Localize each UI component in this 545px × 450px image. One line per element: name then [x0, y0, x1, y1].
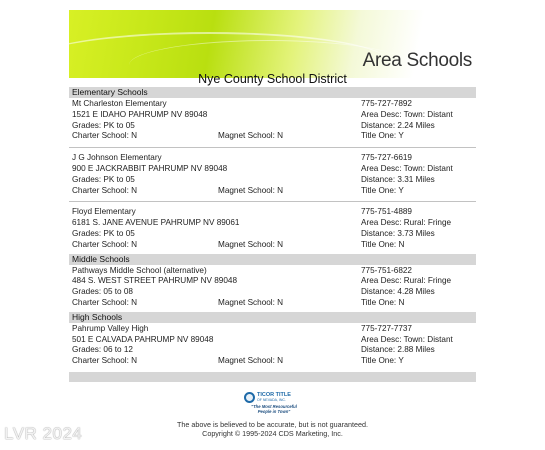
- school-entry: [69, 265, 476, 309]
- section-spacer: [69, 367, 476, 370]
- charter-school: Charter School: N: [72, 239, 138, 249]
- title-one: Title One: Y: [361, 185, 404, 195]
- school-distance: Distance: 4.28 Miles: [361, 287, 435, 297]
- company-logo: [244, 392, 301, 418]
- school-distance: Distance: 2.24 Miles: [361, 120, 435, 130]
- logo-mark-icon: [244, 392, 255, 403]
- table-bottom-bar: [69, 372, 476, 382]
- school-address: 1521 E IDAHO PAHRUMP NV 89048: [72, 109, 208, 119]
- school-entry: [69, 152, 476, 196]
- school-address: 6181 S. JANE AVENUE PAHRUMP NV 89061: [72, 218, 240, 228]
- school-address: 501 E CALVADA PAHRUMP NV 89048: [72, 334, 214, 344]
- charter-school: Charter School: N: [72, 131, 138, 141]
- school-grades: Grades: PK to 05: [72, 120, 135, 130]
- district-name: Nye County School District: [198, 72, 347, 86]
- title-one: Title One: N: [361, 239, 405, 249]
- school-grades: Grades: PK to 05: [72, 174, 135, 184]
- charter-school: Charter School: N: [72, 356, 138, 366]
- section-header: High Schools: [69, 312, 476, 323]
- school-name: Pahrump Valley High: [72, 323, 149, 333]
- school-entry: [69, 323, 476, 367]
- logo-tagline: "The Most Resourceful People in Town": [251, 404, 297, 414]
- magnet-school: Magnet School: N: [218, 297, 284, 307]
- school-address: 484 S. WEST STREET PAHRUMP NV 89048: [72, 276, 238, 286]
- school-phone: 775-727-6619: [361, 153, 412, 163]
- school-grades: Grades: PK to 05: [72, 228, 135, 238]
- school-phone: 775-751-6822: [361, 265, 412, 275]
- magnet-school: Magnet School: N: [218, 356, 284, 366]
- watermark: LVR 2024: [4, 424, 83, 443]
- area-desc: Area Desc: Rural: Fringe: [361, 218, 452, 228]
- school-name: J G Johnson Elementary: [72, 153, 162, 163]
- magnet-school: Magnet School: N: [218, 185, 284, 195]
- section-header: Elementary Schools: [69, 87, 476, 98]
- school-name: Floyd Elementary: [72, 207, 136, 217]
- page-title: Area Schools: [362, 50, 472, 71]
- magnet-school: Magnet School: N: [218, 239, 284, 249]
- disclaimer-text: The above is believed to be accurate, but is not guaranteed.: [177, 420, 368, 429]
- copyright-text: Copyright © 1995-2024 CDS Marketing, Inc.: [202, 429, 343, 438]
- row-divider: [69, 147, 476, 148]
- area-desc: Area Desc: Rural: Fringe: [361, 276, 452, 286]
- school-phone: 775-727-7892: [361, 99, 412, 108]
- school-phone: 775-727-7737: [361, 323, 412, 333]
- logo-company-sub: OF NEVADA, INC.: [257, 398, 286, 402]
- title-one: Title One: Y: [361, 131, 404, 141]
- header-banner: [69, 10, 476, 78]
- charter-school: Charter School: N: [72, 185, 138, 195]
- school-phone: 775-751-4889: [361, 207, 412, 217]
- area-desc: Area Desc: Town: Distant: [361, 334, 453, 344]
- schools-table: [69, 87, 476, 382]
- school-address: 900 E JACKRABBIT PAHRUMP NV 89048: [72, 163, 228, 173]
- logo-company: TICOR TITLE: [257, 392, 291, 398]
- school-entry: [69, 98, 476, 142]
- row-divider: [69, 201, 476, 202]
- title-one: Title One: N: [361, 297, 405, 307]
- magnet-school: Magnet School: N: [218, 131, 284, 141]
- title-one: Title One: Y: [361, 356, 404, 366]
- section-header: Middle Schools: [69, 254, 476, 265]
- area-desc: Area Desc: Town: Distant: [361, 109, 453, 119]
- school-name: Pathways Middle School (alternative): [72, 265, 207, 275]
- school-grades: Grades: 05 to 08: [72, 287, 133, 297]
- school-entry: [69, 206, 476, 250]
- charter-school: Charter School: N: [72, 297, 138, 307]
- school-grades: Grades: 06 to 12: [72, 345, 133, 355]
- school-distance: Distance: 2.88 Miles: [361, 345, 435, 355]
- school-name: Mt Charleston Elementary: [72, 99, 167, 108]
- area-desc: Area Desc: Town: Distant: [361, 163, 453, 173]
- school-distance: Distance: 3.73 Miles: [361, 228, 435, 238]
- school-distance: Distance: 3.31 Miles: [361, 174, 435, 184]
